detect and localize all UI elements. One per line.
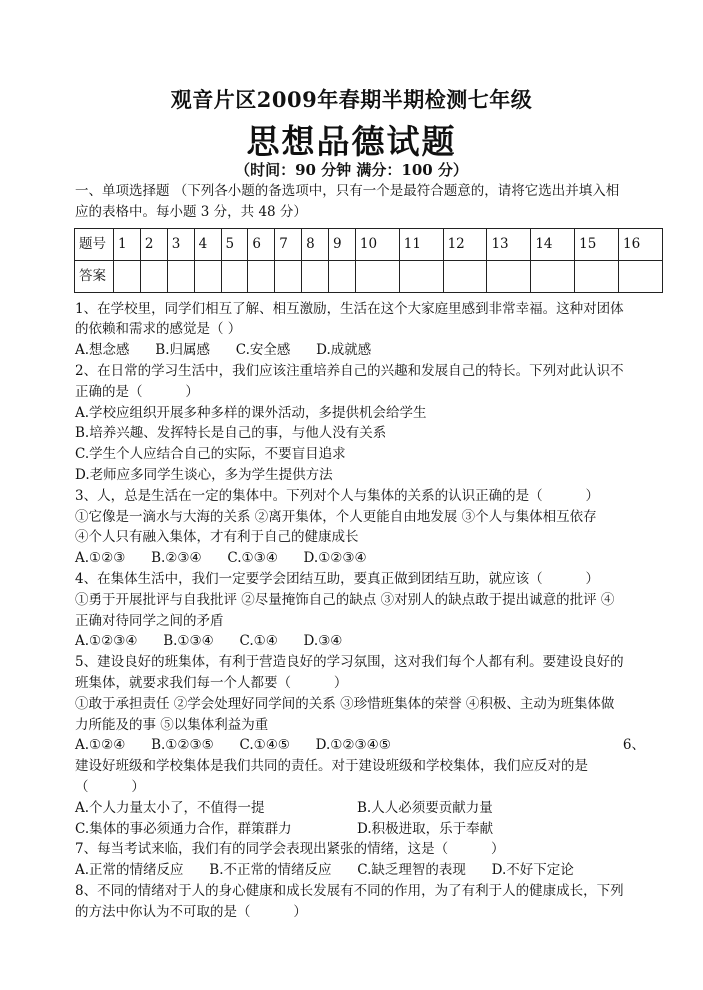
question-4: 4、在集体生活中，我们一定要学会团结互助，要真正做到团结互助，就应该（ ） <box>75 570 600 587</box>
question-number: 12 <box>443 228 487 260</box>
question-1-cont: 的依赖和需求的感觉是（ ） <box>75 321 242 338</box>
question-4-statements: ①勇于开展批评与自我批评 ②尽量掩饰自己的缺点 ③对别人的缺点敢于提出诚意的批评 ④ <box>75 591 615 608</box>
question-6-number: 6、 <box>622 737 645 754</box>
question-6-option-b: B.人人必须要贡献力量 <box>357 799 493 816</box>
exam-content <box>75 181 645 923</box>
exam-title-subject: 思想品德试题 <box>246 122 457 161</box>
question-number: 3 <box>167 228 194 260</box>
question-number: 1 <box>114 228 141 260</box>
question-5-statements-cont: 力所能及的事 ⑤以集体利益为重 <box>75 716 269 733</box>
answer-cell[interactable] <box>114 260 141 292</box>
question-1-options: A.想念感 B.归属感 C.安全感 D.成就感 <box>75 342 372 359</box>
question-6-option-d: D.积极进取，乐于奉献 <box>357 820 494 837</box>
answer-table <box>74 228 663 293</box>
question-6-options-ab <box>75 798 645 819</box>
answer-cell[interactable] <box>355 260 399 292</box>
section-instructions: 一、单项选择题 （下列各小题的备选项中，只有一个是最符合题意的，请将它选出并填入相 <box>75 183 620 199</box>
question-number: 15 <box>575 228 619 260</box>
answer-cell[interactable] <box>575 260 619 292</box>
section-instructions-cont: 应的表格中。每小题 3 分，共 48 分） <box>75 203 307 220</box>
question-2-option-d: D.老师应多同学生谈心，多为学生提供方法 <box>75 466 333 483</box>
question-number: 14 <box>531 228 575 260</box>
question-5: 5、建设良好的班集体，有利于营造良好的学习氛围，这对我们每个人都有利。要建设良好的 <box>75 654 624 671</box>
answer-cell[interactable] <box>167 260 194 292</box>
answer-cell[interactable] <box>443 260 487 292</box>
question-1: 1、在学校里，同学们相互了解、相互激励，生活在这个大家庭里感到非常幸福。这种对团体 <box>75 300 624 317</box>
question-4-statements-cont: 正确对待同学之间的矛盾 <box>75 612 224 629</box>
question-number: 5 <box>221 228 248 260</box>
question-2-cont: 正确的是（ ） <box>75 383 199 400</box>
question-3: 3、人，总是生活在一定的集体中。下列对个人与集体的关系的认识正确的是（ ） <box>75 487 600 504</box>
answer-cell[interactable] <box>487 260 531 292</box>
question-2-option-b: B.培养兴趣、发挥特长是自己的事，与他人没有关系 <box>75 425 387 442</box>
answer-table-answer-row <box>75 260 663 292</box>
question-2-option-c: C.学生个人应结合自己的实际，不要盲目追求 <box>75 446 346 463</box>
question-3-statements-cont: ④个人只有融入集体，才有利于自己的健康成长 <box>75 529 359 546</box>
answer-cell[interactable] <box>221 260 248 292</box>
question-number: 13 <box>487 228 531 260</box>
answer-cell[interactable] <box>194 260 221 292</box>
question-number: 6 <box>248 228 275 260</box>
exam-title-line1: 观音片区2009年春期半期检测七年级 <box>170 87 533 112</box>
question-number: 16 <box>619 228 663 260</box>
question-5-statements: ①敢于承担责任 ②学会处理好同学间的关系 ③珍惜班集体的荣誉 ④积极、主动为班集体做 <box>75 695 615 712</box>
answer-cell[interactable] <box>275 260 302 292</box>
answer-cell[interactable] <box>619 260 663 292</box>
question-number: 11 <box>399 228 443 260</box>
question-number: 7 <box>275 228 302 260</box>
table-header-number: 题号 <box>75 228 114 260</box>
table-header-answer: 答案 <box>75 260 114 292</box>
question-number: 2 <box>140 228 167 260</box>
exam-meta: （时间：90 分钟 满分：100 分） <box>235 161 468 179</box>
question-6-option-c: C.集体的事必须通力合作，群策群力 <box>75 820 292 837</box>
answer-cell[interactable] <box>531 260 575 292</box>
question-2-option-a: A.学校应组织开展多种多样的课外活动，多提供机会给学生 <box>75 404 427 421</box>
question-5-options: A.①②④ B.①②③⑤ C.①④⑤ D.①②③④⑤ <box>75 737 391 754</box>
answer-cell[interactable] <box>248 260 275 292</box>
question-2: 2、在日常的学习生活中，我们应该注重培养自己的兴趣和发展自己的特长。下列对此认识不 <box>75 362 624 379</box>
question-5-cont: 班集体，就要求我们每一个人都要（ ） <box>75 674 348 691</box>
question-3-statements: ①它像是一滴水与大海的关系 ②离开集体，个人更能自由地发展 ③个人与集体相互依存 <box>75 508 597 525</box>
question-6: 建设好班级和学校集体是我们共同的责任。对于建设班级和学校集体，我们应反对的是 <box>75 758 588 775</box>
question-number: 8 <box>302 228 329 260</box>
answer-table-number-row <box>75 228 663 260</box>
question-number: 10 <box>355 228 399 260</box>
question-6-cont: （ ） <box>75 778 145 795</box>
question-number: 9 <box>329 228 356 260</box>
question-8: 8、不同的情绪对于人的身心健康和成长发展有不同的作用，为了有利于人的健康成长，下列 <box>75 882 624 899</box>
question-8-cont: 的方法中你认为不可取的是（ ） <box>75 903 307 920</box>
question-7-options: A.正常的情绪反应 B.不正常的情绪反应 C.缺乏理智的表现 D.不好下定论 <box>75 862 574 879</box>
question-7: 7、每当考试来临，我们有的同学会表现出紧张的情绪，这是（ ） <box>75 841 505 858</box>
question-3-options: A.①②③ B.②③④ C.①③④ D.①②③④ <box>75 550 367 567</box>
answer-cell[interactable] <box>140 260 167 292</box>
question-number: 4 <box>194 228 221 260</box>
question-6-options-cd <box>75 819 645 840</box>
question-5-options-row <box>75 735 645 756</box>
question-4-options: A.①②③④ B.①③④ C.①④ D.③④ <box>75 633 343 650</box>
answer-cell[interactable] <box>399 260 443 292</box>
question-6-option-a: A.个人力量太小了，不值得一提 <box>75 799 265 816</box>
answer-cell[interactable] <box>302 260 329 292</box>
answer-cell[interactable] <box>329 260 356 292</box>
